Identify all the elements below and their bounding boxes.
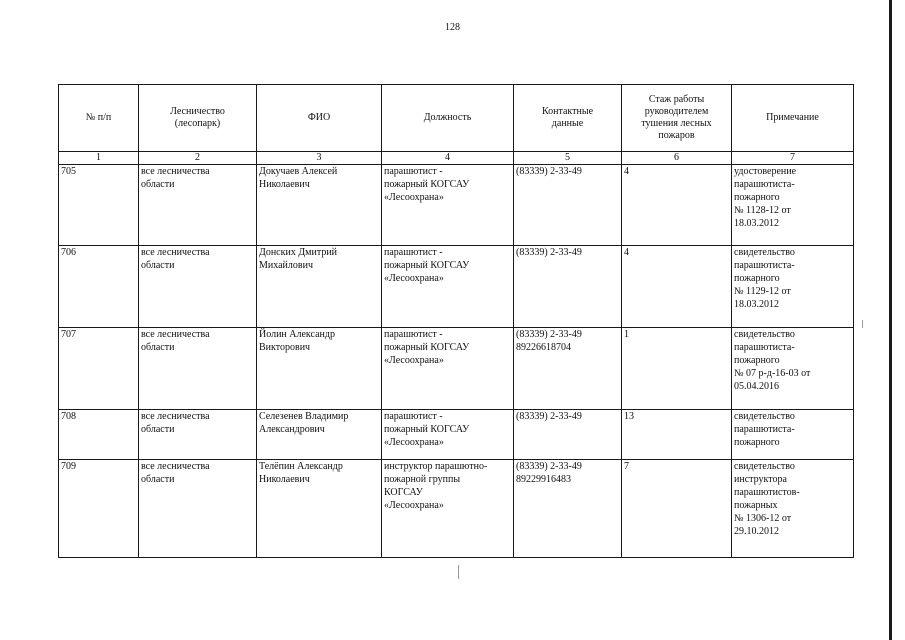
column-number: 5: [514, 152, 622, 165]
cell-experience: 7: [622, 460, 732, 558]
cell-forestry: все лесничества области: [139, 165, 257, 246]
column-number-row: [59, 152, 854, 165]
header-cell-name: ФИО: [257, 85, 382, 152]
cell-experience: 4: [622, 165, 732, 246]
cell-number: 709: [59, 460, 139, 558]
cell-name: Телёпин Александр Николаевич: [257, 460, 382, 558]
cell-number: 707: [59, 328, 139, 410]
cell-name: Донских Дмитрий Михайлович: [257, 246, 382, 328]
column-number: 1: [59, 152, 139, 165]
cell-experience: 4: [622, 246, 732, 328]
table-row: [59, 246, 854, 328]
cell-number: 706: [59, 246, 139, 328]
cell-number: 705: [59, 165, 139, 246]
cell-position: парашютист - пожарный КОГСАУ «Лесоохрана»: [382, 328, 514, 410]
cell-name: Йолин Александр Викторович: [257, 328, 382, 410]
cell-note: удостоверение парашютиста- пожарного № 1128-12 от 18.03.2012: [732, 165, 854, 246]
table-row: [59, 460, 854, 558]
header-cell-note: Примечание: [732, 85, 854, 152]
cell-forestry: все лесничества области: [139, 246, 257, 328]
cell-position: парашютист - пожарный КОГСАУ «Лесоохрана»: [382, 165, 514, 246]
header-cell-contacts: Контактные данные: [514, 85, 622, 152]
column-number: 4: [382, 152, 514, 165]
header-row: [59, 85, 854, 152]
header-cell-forestry: Лесничество (лесопарк): [139, 85, 257, 152]
scan-artifact: [458, 565, 459, 579]
cell-note: свидетельство парашютиста- пожарного № 1129-12 от 18.03.2012: [732, 246, 854, 328]
cell-note: свидетельство инструктора парашютистов- пожарных № 1306-12 от 29.10.2012: [732, 460, 854, 558]
header-cell-position: Должность: [382, 85, 514, 152]
cell-experience: 1: [622, 328, 732, 410]
scan-artifact: [862, 320, 863, 328]
column-number: 3: [257, 152, 382, 165]
cell-number: 708: [59, 410, 139, 460]
cell-forestry: все лесничества области: [139, 460, 257, 558]
personnel-table: [58, 84, 854, 558]
cell-name: Селезенев Владимир Александрович: [257, 410, 382, 460]
table-row: [59, 410, 854, 460]
cell-contacts: (83339) 2-33-49: [514, 410, 622, 460]
cell-position: парашютист - пожарный КОГСАУ «Лесоохрана»: [382, 246, 514, 328]
column-number: 6: [622, 152, 732, 165]
cell-contacts: (83339) 2-33-49 89229916483: [514, 460, 622, 558]
cell-position: инструктор парашютно- пожарной группы КОГСАУ «Лесоохрана»: [382, 460, 514, 558]
cell-position: парашютист - пожарный КОГСАУ «Лесоохрана»: [382, 410, 514, 460]
cell-forestry: все лесничества области: [139, 410, 257, 460]
header-cell-number: № п/п: [59, 85, 139, 152]
cell-contacts: (83339) 2-33-49: [514, 246, 622, 328]
cell-contacts: (83339) 2-33-49: [514, 165, 622, 246]
scan-page-edge: [889, 0, 892, 640]
table-row: [59, 165, 854, 246]
cell-forestry: все лесничества области: [139, 328, 257, 410]
cell-note: свидетельство парашютиста- пожарного № 07 р-д-16-03 от 05.04.2016: [732, 328, 854, 410]
cell-contacts: (83339) 2-33-49 89226618704: [514, 328, 622, 410]
table-row: [59, 328, 854, 410]
column-number: 7: [732, 152, 854, 165]
header-cell-experience: Стаж работы руководителем тушения лесных пожаров: [622, 85, 732, 152]
cell-experience: 13: [622, 410, 732, 460]
cell-note: свидетельство парашютиста- пожарного: [732, 410, 854, 460]
cell-name: Докучаев Алексей Николаевич: [257, 165, 382, 246]
column-number: 2: [139, 152, 257, 165]
page-number: 128: [445, 22, 460, 33]
